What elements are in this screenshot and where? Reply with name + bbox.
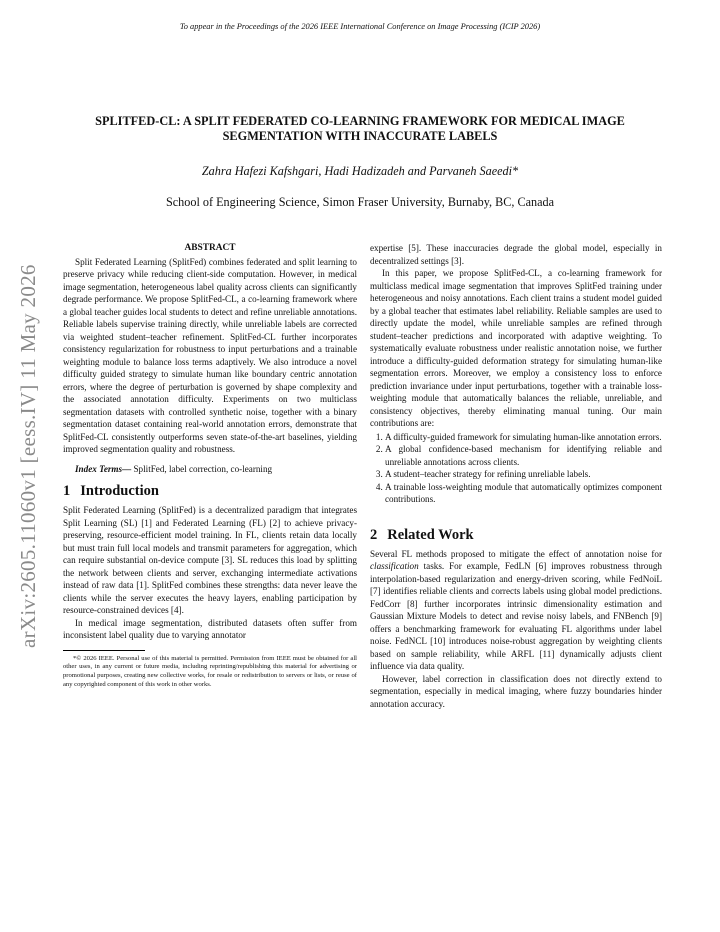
paper-authors: Zahra Hafezi Kafshgari, Hadi Hadizadeh and Parvaneh Saeedi*	[201, 164, 519, 178]
copyright-footnote: *© 2026 IEEE. Personal use of this material is permitted. Permission from IEEE must be obtained for all other uses, in any current or future media, including reprinting/republishing this material for advertising or promotional purposes, creating new collective works, for resale or redistribution to servers or lists, or reuse of any copyrighted component of this work in other works.	[63, 654, 357, 688]
contribution-item: 4. A trainable loss-weighting module that automatically optimizes component contributions.	[385, 481, 662, 506]
section-1-title: Introduction	[80, 483, 159, 499]
arxiv-stamp: arXiv:2605.11060v1 [eess.IV] 11 May 2026	[16, 264, 40, 648]
footnote-rule	[63, 650, 145, 651]
paper-title: SPLITFED-CL: A SPLIT FEDERATED CO-LEARNING FRAMEWORK FOR MEDICAL IMAGE SEGMENTATION WITH INACCURATE LABELS	[95, 114, 625, 143]
related-paragraph-2: However, label correction in classification does not directly extend to segmentation, especially in medical imaging, where fuzzy boundaries hinder annotation accuracy.	[370, 673, 662, 709]
section-2-heading	[370, 527, 662, 543]
section-1-heading	[63, 483, 357, 499]
contributions-list	[370, 431, 662, 506]
conference-header: To appear in the Proceedings of the 2026 IEEE International Conference on Image Processing (ICIP 2026)	[179, 22, 541, 31]
intro-paragraph-1: Split Federated Learning (SplitFed) is a decentralized paradigm that integrates Split Learning (SL) [1] and Federated Learning (FL) [2] to achieve privacy-preserving, resource-efficient model training. In FL, clients retain data locally but must train full local models and transmit parameters for aggregation, which can require substantial on-device compute [3]. SL reduces this load by splitting the network between clients and server, exchanging intermediate activations instead of raw data [1]. SplitFed combines these strengths: data never leave the clients while the server executes the heavy layers, enabling participation by resource-constrained devices [4].	[63, 505, 357, 615]
section-1-number: 1	[63, 483, 71, 499]
right-column	[370, 242, 662, 710]
intro-paragraph-3: In this paper, we propose SplitFed-CL, a co-learning framework for multiclass medical image segmentation that improves SplitFed training under heterogeneous and noisy annotations. Each client trains a student model guided by a global teacher that estimates label reliability. Reliable samples are used to directly update the model, while unreliable samples are refined through student–teacher predictions and incorporated with adaptive weighting. To systematically evaluate robustness under realistic annotation noise, we further introduce a difficulty-guided deformation strategy for simulating human-like segmentation errors. Moreover, we employ a consistency loss to enforce prediction invariance under input perturbations, together with a trainable loss-weighting module that automatically balances the reliable, unreliable, and consistency objectives, thereby eliminating manual tuning. Our main contributions are:	[370, 268, 662, 428]
contribution-item: 3. A student–teacher strategy for refining unreliable labels.	[385, 468, 662, 481]
abstract-text: Split Federated Learning (SplitFed) combines federated and split learning to preserve privacy while reducing client-side computation. However, in medical image segmentation, heterogeneous label quality across clients can significantly degrade performance. We propose SplitFed-CL, a co-learning framework where a global teacher guides local students to detect and refine unreliable annotations. Reliable labels supervise training directly, while unreliable labels are corrected via weighted student–teacher refinement. SplitFed-CL further incorporates consistency regularization for robustness to input perturbations and a trainable weighting module to balance loss terms adaptively. We also introduce a novel difficulty guided strategy to simulate human like boundary centric annotation errors, where the degree of perturbation is governed by shape complexity and the associated annotation difficulty. Experiments on two multiclass segmentation datasets with controlled synthetic noise, together with a binary segmentation dataset containing real-world annotation errors, demonstrate that SplitFed-CL consistently outperforms seven state-of-the-art baselines, yielding improved segmentation quality and robustness.	[63, 256, 357, 454]
left-column	[63, 242, 357, 690]
emphasis-classification: classification	[370, 561, 419, 571]
index-terms	[63, 463, 357, 476]
intro-paragraph-2-continued: expertise [5]. These inaccuracies degrade the global model, especially in decentralized settings [3].	[370, 243, 662, 266]
contribution-item: 1. A difficulty-guided framework for simulating human-like annotation errors.	[385, 431, 662, 444]
contribution-item: 2. A global confidence-based mechanism for identifying reliable and unreliable annotations across clients.	[385, 443, 662, 468]
index-terms-label: Index Terms—	[75, 463, 132, 474]
section-2-number: 2	[370, 526, 378, 543]
abstract-heading: ABSTRACT	[184, 243, 236, 253]
index-terms-text: SplitFed, label correction, co-learning	[133, 463, 273, 474]
section-2-title: Related Work	[387, 526, 474, 543]
paper-affiliation: School of Engineering Science, Simon Fraser University, Burnaby, BC, Canada	[165, 195, 554, 209]
intro-paragraph-2: In medical image segmentation, distributed datasets often suffer from inconsistent label quality due to varying annotator	[63, 617, 357, 640]
related-paragraph-1: Several FL methods proposed to mitigate the effect of annotation noise for classification tasks. For example, FedLN [6] improves robustness through interpolation-based regularization and energy-driven scoring, while FedNoiL [7] identifies reliable clients and corrects labels using global model predictions. FedCorr [8] further incorporates intrinsic dimensionality estimation and Gaussian Mixture Models to detect and revise noisy labels, and FNBench [9] offers a benchmarking framework for evaluating FL algorithms under label noise. FedNCL [10] introduces noise-robust aggregation by weighting clients based on sample reliability, while ARFL [11] dynamically adjusts client influence via data quality.	[370, 548, 662, 671]
